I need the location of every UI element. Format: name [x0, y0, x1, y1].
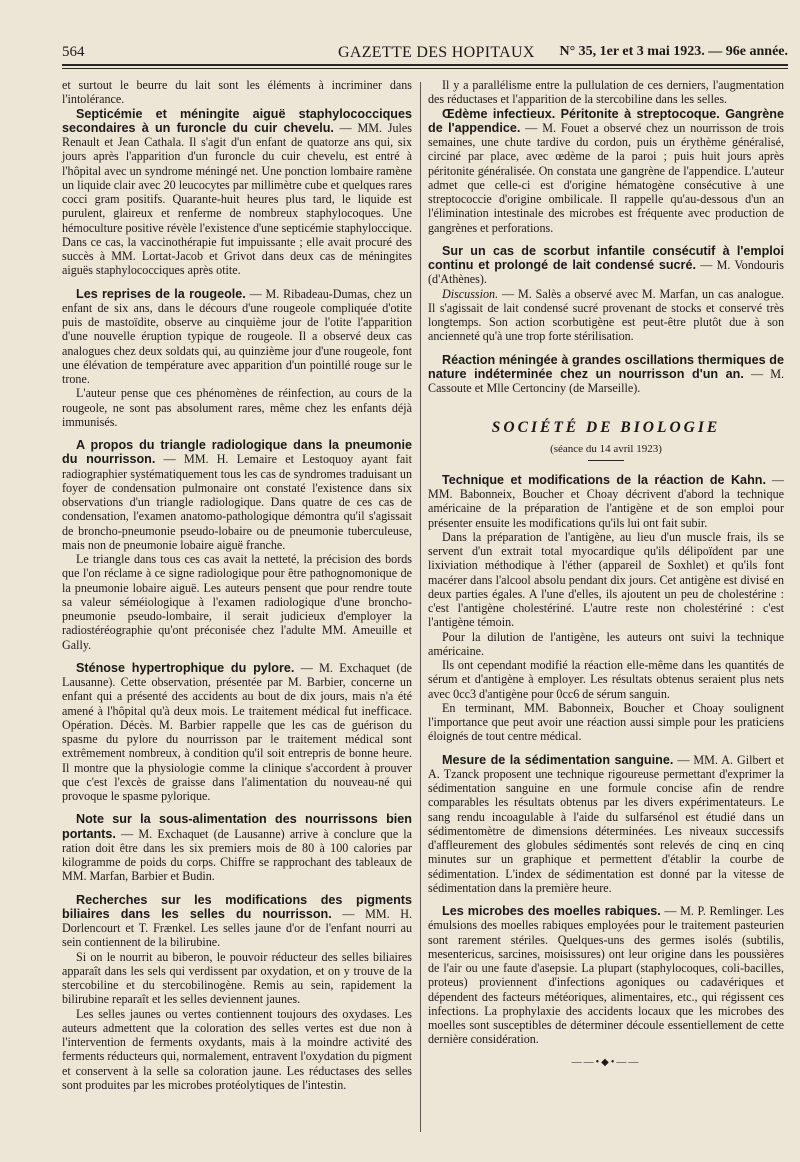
article-authors: MM. Jules Renault et Jean Cathala. — [62, 120, 412, 149]
article-title: Technique et modifications de la réaction de Kahn. — [442, 472, 766, 487]
end-ornament: ——•◆•—— — [571, 1056, 641, 1068]
article — [428, 244, 784, 344]
article-first-paragraph: Septicémie et méningite aiguë staphylococciques secondaires à un furoncle du cuir chevelu. — MM. Jules Renault et Jean Cathala. Il s'agit d'un enfant de quatorze ans qui, six jours après l'apparition d'un furoncle du cuir chevelu, est entré à l'hôpital avec un syndrome méningé net. Une ponction lombaire ramène un liquide clair avec 20 leucocytes par millimètre cube et quelques rares cocci gram positifs. Quarante-huit heures plus tard, le liquide est purulent, glaireux et renferme de nombreux staphylocoques. Une hémoculture positive révèle l'existence d'une septicémie staphyloccique. Dans ce cas, la vaccinothérapie fut impuissante ; elle avait procuré des succès à MM. Lortat-Jacob et Grivot dans deux cas de méningites aiguës staphylococciques après otite. — [62, 106, 412, 278]
journal-title: GAZETTE DES HOPITAUX — [338, 44, 535, 61]
right-bottom-articles — [428, 473, 784, 1047]
article — [62, 661, 412, 804]
discussion-text: M. Salès a observé avec M. Marfan, un cas analogue. Il s'agissait de lait condensé sucré provenant de stocks et conservé très longtemps. Son action scorbutigène est peut-être plutôt due à son ancienneté qu'à une trop forte stérilisation. — [428, 286, 785, 344]
article-first-paragraph: A propos du triangle radiologique dans la pneumonie du nourrisson. — MM. H. Lemaire et Lestoquoy ayant fait radiographier systématiquement tous les cas de syndromes traduisant un foyer de condensation pulmonaire ont constaté l'existence dans six observations d'un triangle radiologique. Dans quatre de ces cas de condensation, l'examen anatomo-pathologique démontra qu'il s'agissait de broncho-pneumonie pseudo-lobaire ou de pneumonie tuberculeuse, mais non de pneumonie lobaire aiguë franche. — [62, 438, 413, 552]
article-paragraph: L'auteur pense que ces phénomènes de réinfection, au cours de la rougeole, ne sont pas absolument rares, même chez les enfants déjà immunisés. — [62, 386, 412, 429]
article-title: Les microbes des moelles rabiques. — [442, 904, 661, 918]
article-paragraph: Pour la dilution de l'antigène, les auteurs ont suivi la technique américaine. — [428, 629, 784, 658]
article — [428, 904, 784, 1047]
article-text: décrivent d'abord la technique américaine de la préparation de l'antigène et de son emploi pour présenter ensuite les modifications qu'ils lui ont fait subir. — [428, 487, 784, 530]
header-rule-thin — [62, 68, 788, 69]
article-paragraph: Le triangle dans tous ces cas avait la netteté, la précision des bords que l'on réclame à ce signe radiologique pour être pathognomonique de la pneumonie lobaire aiguë. Les auteurs pensent que pour rendre toute sa valeur séméiologique à l'examen radiologique d'une broncho-pneumonie pseudo-lombaire, il serait judicieux d'employer la radiostéréographie qu'ont préconisée chez l'adulte MM. Ameuille et Gally. — [62, 552, 412, 652]
article-authors: M. Vondouris (d'Athènes). — [428, 258, 784, 287]
right-lead-text: Il y a parallélisme entre la pullulation de ces derniers, l'augmentation des réductases et l'apparition de la stercobiline dans les selles. — [428, 78, 784, 107]
article — [428, 753, 784, 896]
society-title: SOCIÉTÉ DE BIOLOGIE — [491, 419, 721, 437]
article-text: Les selles jaune d'or de l'enfant nourri au sein contiennent de la bilirubine. — [62, 921, 412, 950]
issue-info: N° 35, 1er et 3 mai 1923. — 96e année. — [559, 44, 788, 59]
article-authors: M. P. Remlinger. — [680, 904, 763, 918]
article-title: Sur un cas de scorbut infantile consécutif à l'emploi continu et prolongé de lait condensé sucré. — [428, 243, 784, 272]
article-title: Œdème infectieux. Péritonite à streptocoque. Gangrène de l'appendice. — [428, 106, 784, 135]
article-authors: MM. H. Dorlencourt et T. Frænkel. — [62, 906, 412, 935]
article-authors: MM. H. Lemaire et Lestoquoy — [183, 452, 354, 467]
article-text: ayant fait radiographier systématiquement tous les cas de syndromes traduisant un foyer de condensation pulmonaire ont constaté l'existence dans six observations d'un triangle radiologique. Dans quatre de ces cas de condensation, l'examen anatomo-pathologique démontra qu'il s'agissait de broncho-pneumonie pseudo-lobaire ou de pneumonie tuberculeuse, mais non de pneumonie lobaire aiguë franche. — [62, 452, 413, 552]
page-header — [62, 36, 788, 66]
article-authors: M. Ribadeau-Dumas, — [265, 286, 371, 301]
article — [62, 893, 412, 1093]
column-divider — [420, 82, 421, 1132]
article-first-paragraph: Sténose hypertrophique du pylore. — M. Exchaquet (de Lausanne). Cette observation, présentée par M. Barbier, concerne un enfant qui a présenté des accidents au bout de dix jours, mais n'a été amené à l'hôpital qu'à deux mois. Le traitement médical fut inefficace. Opération. Décès. M. Barbier rappelle que les cas de guérison du spasme du pylore du nourrisson par le traitement médical sont extrêmement nombreux, à condition qu'il soit entrepris de bonne heure. Il montre que la physiologie comme la clinique s'accordent à prouver que c'est l'excès de graisse dans l'alimentation du nouveau-né qui provoque le spasme pylorique. — [62, 660, 412, 803]
page-number: 564 — [62, 44, 85, 60]
article-paragraph: Dans la préparation de l'antigène, au lieu d'un muscle frais, ils se servent d'un extrait total myocardique qu'ils délipoïdent par une lixiviation méthodique à l'éther (appareil de Soxhlet) et qu'ils font macérer dans l'alcool absolu pendant dix jours. Cet antigène est divisé en deux parties égales. A l'une d'elles, ils ajoutent un peu de cholestérine : c'est l'antigène cholestériné. L'autre reste non cholestériné : c'est l'antigène témoin. — [428, 529, 784, 630]
society-rule — [588, 460, 624, 461]
article-authors: MM. A. Gilbert et A. Tzanck — [428, 752, 784, 781]
discussion-label: Discussion. — [442, 286, 499, 301]
article-paragraph: En terminant, MM. Babonneix, Boucher et Choay soulignent l'importance que peut avoir une réaction aussi simple pour les praticiens éloignés de tout centre médical. — [428, 700, 784, 744]
article-title: Note sur la sous-alimentation des nourrissons bien portants. — [62, 812, 412, 841]
article-first-paragraph: Mesure de la sédimentation sanguine. — MM. A. Gilbert et A. Tzanck proposent une technique rigoureuse permettant d'exprimer la sédimentation sanguine en une formule concise afin de rendre comparables les résultats obtenus par les divers expérimentateurs. Le sang rendu incoagulable à l'aide du sulfarsénol est étudié dans un sédimentomètre de dimensions déterminées. Les niveaux successifs d'affleurement des globules sédimentés sont relevés de cinq en cinq minutes sur un graphique et permettent d'établir la courbe de sédimentation. L'index de sédimentation est donné par la vitesse de sédimentation dans la première heure. — [428, 752, 784, 895]
right-column — [428, 78, 784, 1070]
article-authors: M. Fouet — [542, 120, 589, 135]
article-first-paragraph: Technique et modifications de la réaction de Kahn. — MM. Babonneix, Boucher et Choay décrivent d'abord la technique américaine de la préparation de l'antigène et de son emploi pour présenter ensuite les modifications qu'ils lui ont fait subir. — [428, 472, 784, 530]
article-text: a observé chez un nourrisson de trois semaines, une chute tardive du cordon, puis un érythème généralisé, circiné par place, avec œdème de la paroi ; puis huit jours après péritonite généralisée. On constata une gangrène de l'appendice. L'auteur admet que celle-ci est d'origine hématogène consécutive à une streptococcie d'origine ombilicale. Il rappelle qu'au-dessous d'un an l'élimination intestinale des microbes est fréquente avec production de gangrènes et perforations. — [428, 120, 785, 235]
article — [62, 812, 412, 883]
article — [62, 107, 412, 278]
article-text: Les émulsions des moelles rabiques employées pour le traitement pasteurien sont rarement stériles. Quelques-uns des germes isolés (subtilis, mesentericus, sarcines, moisissures) ont leur origine dans les poussières de l'air ou une faute d'asepsie. La plupart (staphylocoques, coli-bacilles, proteus) proviennent d'infections agoniques ou cadavériques et dépendent des facteurs météoriques, alimentaires, etc., qui régissent ces infections. La prophylaxie des accidents locaux que les microbes des moelles sont susceptibles de déterminer découle essentiellement de cette dernière considération. — [428, 904, 785, 1047]
society-session: (séance du 14 avril 1923) — [550, 442, 662, 455]
article-title: A propos du triangle radiologique dans la pneumonie du nourrisson. — [62, 438, 412, 467]
article-first-paragraph: Les microbes des moelles rabiques. — M. P. Remlinger. Les émulsions des moelles rabiques employées pour le traitement pasteurien sont rarement stériles. Quelques-uns des germes isolés (subtilis, mesentericus, sarcines, moisissures) ont leur origine dans les poussières de l'air ou une faute d'asepsie. La plupart (staphylocoques, coli-bacilles, proteus) proviennent d'infections agoniques ou cadavériques et dépendent des facteurs météoriques, alimentaires, etc., qui régissent ces infections. La prophylaxie des accidents locaux que les microbes des moelles sont susceptibles de déterminer découle essentiellement de cette dernière considération. — [428, 904, 785, 1047]
article-title: Mesure de la sédimentation sanguine. — [442, 752, 674, 767]
article — [62, 438, 412, 652]
article-paragraph: Ils ont cependant modifié la réaction elle-même dans les quantités de sérum et d'antigène à employer. Les résultats obtenus seraient plus nets avec 0cc3 d'antigène pour 0cc6 de sérum sanguin. — [428, 658, 784, 701]
article — [428, 473, 784, 744]
article-first-paragraph: Réaction méningée à grandes oscillations thermiques de nature indéterminée chez un nourrisson d'un an. — M. Cassoute et Mlle Certonciny (de Marseille). — [428, 352, 785, 395]
article-first-paragraph: Sur un cas de scorbut infantile consécutif à l'emploi continu et prolongé de lait condensé sucré. — M. Vondouris (d'Athènes). — [428, 243, 784, 287]
article-title: Septicémie et méningite aiguë staphylococciques secondaires à un furoncle du cuir chevelu. — [62, 106, 412, 135]
article — [62, 287, 412, 430]
header-rule-thick — [62, 64, 788, 66]
article — [428, 107, 784, 235]
article-first-paragraph: Les reprises de la rougeole. — M. Ribadeau-Dumas, chez un enfant de six ans, dans le décours d'une rougeole compliquée d'otite puis de mastoïdite, observe au cinquième jour de l'otite l'apparition d'une nouvelle éruption typique de rougeole. Il a observé deux cas analogues chez deux soldats qui, au quinzième jour d'une rougeole, font une élévation de température avec apparition d'un pointillé rouge sur le trone. — [62, 286, 412, 386]
article-authors: M. Exchaquet (de Lausanne) — [138, 826, 285, 841]
discussion-paragraph: Discussion. — M. Salès a observé avec M. Marfan, un cas analogue. Il s'agissait de lait condensé sucré provenant de stocks et conservé très longtemps. Son action scorbutigène est peut-être plutôt due à son ancienneté qu'à une trop forte stérilisation. — [428, 286, 785, 344]
article-title: Les reprises de la rougeole. — [76, 286, 246, 301]
article-text: arrive à conclure que la ration doit être dans les six premiers mois de 80 à 100 calories par kilogramme de poids du corps. Chiffre se rapprochant des tableaux de MM. Marfan, Barbier et Budin. — [62, 826, 412, 884]
article — [428, 353, 784, 396]
article-authors: M. Cassoute et Mlle Certonciny (de Marseille). — [428, 366, 785, 395]
article-first-paragraph: Recherches sur les modifications des pigments biliaires dans les selles du nourrisson. — MM. H. Dorlencourt et T. Frænkel. Les selles jaune d'or de l'enfant nourri au sein contiennent de la bilirubine. — [62, 892, 412, 950]
article-text: proposent une technique rigoureuse permettant d'exprimer la sédimentation sanguine en une formule concise afin de rendre comparables les résultats obtenus par les divers expérimentateurs. Le sang rendu incoagulable à l'aide du sulfarsénol est étudié dans un sédimentomètre de dimensions déterminées. Les niveaux successifs d'affleurement des globules sédimentés sont relevés de cinq en cinq minutes sur un graphique et permettent d'établir la courbe de sédimentation. L'index de sédimentation est donné par la vitesse de sédimentation dans la première heure. — [428, 766, 784, 895]
article-first-paragraph: Note sur la sous-alimentation des nourrissons bien portants. — M. Exchaquet (de Lausanne) arrive à conclure que la ration doit être dans les six premiers mois de 80 à 100 calories par kilogramme de poids du corps. Chiffre se rapprochant des tableaux de MM. Marfan, Barbier et Budin. — [62, 812, 412, 884]
article-text: Il s'agit d'un enfant de quatorze ans qui, six jours après l'apparition d'un furoncle du cuir chevelu, est entré à l'hôpital avec un syndrome méningé net. Une ponction lombaire ramène un liquide clair avec 20 leucocytes par millimètre cube et quelques rares cocci gram positifs. Quarante-huit heures plus tard, le liquide est purulent, glaireux et renferme de nombreux staphylocoques. Une hémoculture positive révèle l'existence d'une septicémie staphyloccique. Dans ce cas, la vaccinothérapie fut impuissante ; elle avait procuré des succès à MM. Lortat-Jacob et Grivot dans deux cas de méningites aiguës staphylococciques après otite. — [62, 135, 412, 278]
article-authors: M. Exchaquet (de Lausanne). — [62, 660, 412, 689]
article-paragraph: Si on le nourrit au biberon, le pouvoir réducteur des selles biliaires apparaît dans les sels qui verdissent par oxydation, et on y trouve de la stercobiline et du stercobilinogène. Remis au sein, rapidement la bilirubine reparaît et les selles deviennent jaunes. — [62, 949, 412, 1007]
article-title: Sténose hypertrophique du pylore. — [76, 660, 295, 675]
right-top-articles — [428, 107, 784, 396]
article-authors: MM. Babonneix, Boucher et Choay — [428, 487, 619, 501]
left-lead-text: et surtout le beurre du lait sont les éléments à incriminer dans l'intolérance. — [62, 78, 412, 107]
article-title: Réaction méningée à grandes oscillations thermiques de nature indéterminée chez un nourrisson d'un an. — [428, 352, 784, 381]
left-column — [62, 78, 412, 1101]
article-text: Cette observation, présentée par M. Barbier, concerne un enfant qui a présenté des accidents au bout de dix jours, mais n'a été amené à l'hôpital qu'à deux mois. Le traitement médical fut inefficace. Opération. Décès. M. Barbier rappelle que les cas de guérison du spasme du pylore du nourrisson par le traitement médical sont extrêmement nombreux, à condition qu'il soit entrepris de bonne heure. Il montre que la physiologie comme la clinique s'accordent à prouver que c'est l'excès de graisse dans l'alimentation du nouveau-né qui provoque le spasme pylorique. — [62, 675, 412, 803]
article-title: Recherches sur les modifications des pigments biliaires dans les selles du nourrisson. — [62, 892, 412, 921]
article-text: chez un enfant de six ans, dans le décours d'une rougeole compliquée d'otite puis de mastoïdite, observe au cinquième jour de l'otite l'apparition d'une nouvelle éruption typique de rougeole. Il a observé deux cas analogues chez deux soldats qui, au quinzième jour d'une rougeole, font une élévation de température avec apparition d'un pointillé rouge sur le trone. — [62, 286, 412, 386]
article-paragraph: Les selles jaunes ou vertes contiennent toujours des oxydases. Les auteurs admettent que la coloration des selles vertes est due non à l'intervention de ferments oxydants, mais à la moindre activité des ferments réducteurs qui, normalement, entravent l'oxydation du pigment et conservent à la selle sa coloration jaune. Les réductases des selles sont produites par les microbes protéolytiques de l'intestin. — [62, 1006, 412, 1092]
article-first-paragraph: Œdème infectieux. Péritonite à streptocoque. Gangrène de l'appendice. — M. Fouet a observé chez un nourrisson de trois semaines, une chute tardive du cordon, puis un érythème généralisé, circiné par place, avec œdème de la paroi ; puis huit jours après péritonite généralisée. On constata une gangrène de l'appendice. L'auteur admet que celle-ci est d'origine hématogène consécutive à une streptococcie d'origine ombilicale. Il rappelle qu'au-dessous d'un an l'élimination intestinale des microbes est fréquente avec production de gangrènes et perforations. — [428, 106, 785, 235]
